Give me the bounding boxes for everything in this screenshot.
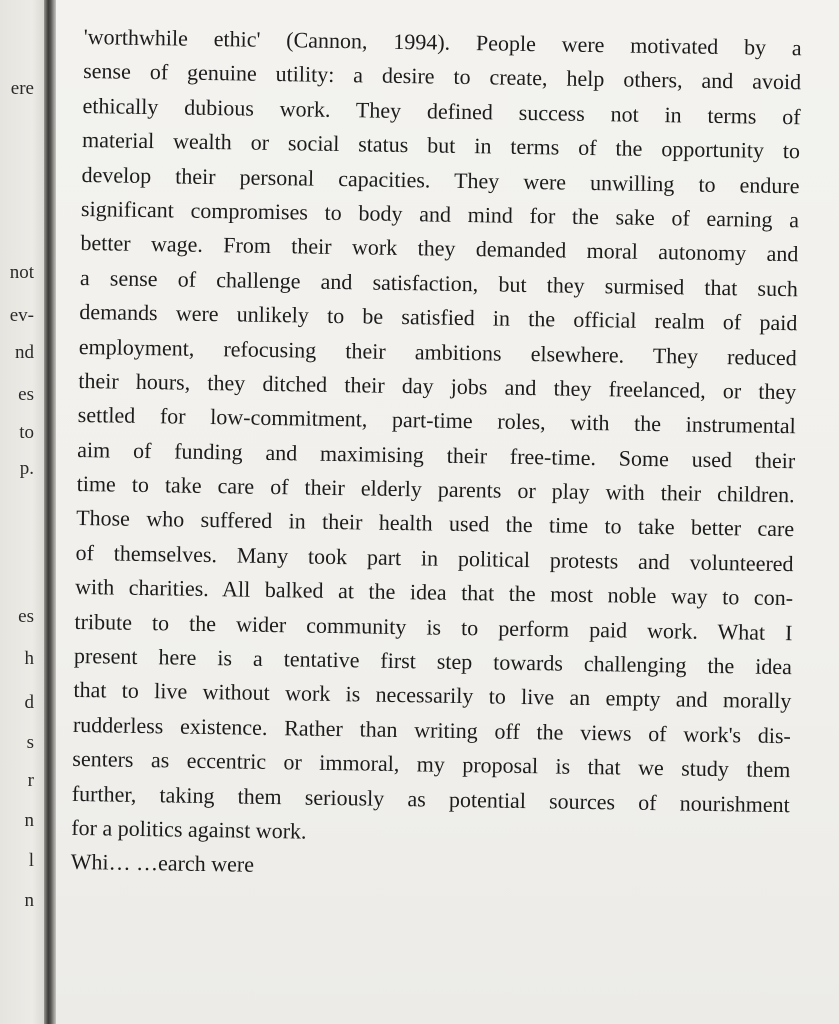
text-line: present here is a tentative first step towards challenging the idea [73,642,793,680]
text-line: 'worthwhile ethic' (Cannon, 1994). People were motivated by a [83,23,802,61]
text-line: employment, refocusing their ambitions elsewhere. They reduced [78,333,797,370]
left-page-fragment: l [28,850,34,871]
left-page-fragment: d [24,692,34,713]
text-line: demands were unlikely to be satisfied in the official realm of paid [79,299,798,336]
text-line: with charities. All balked at the idea that the most noble way to con- [74,574,794,611]
text-line: better wage. From their work they demanded moral autonomy and [80,230,799,267]
text-line: of themselves. Many took part in political protests and volunteered [75,539,794,577]
text-line: time to take care of their elderly parents or play with their children. [76,471,795,508]
left-page-fragment: h [24,648,34,669]
text-line-paragraph-end: for a politics against work. [71,814,307,844]
text-line: further, taking them seriously as potential sources of nourishment [71,780,790,817]
text-line: tribute to the wider community is to perform paid work. What I [74,608,793,645]
text-line-cutoff: Whi… …earch were [70,849,255,878]
left-page-fragment: not [9,262,34,283]
body-text [70,20,801,891]
text-line: their hours, they ditched their day jobs and they freelanced, or they [78,367,797,405]
left-page-fragment: r [27,770,34,791]
left-page-fragment: ere [10,78,34,99]
text-line: significant compromises to body and mind for the sake of earning a [80,195,800,233]
text-line: ethically dubious work. They defined success not in terms of [82,92,801,130]
left-page-fragment: n [24,810,34,831]
text-line: material wealth or social status but in terms of the opportunity to [81,127,801,164]
right-page [56,0,839,1024]
text-line: sense of genuine utility: a desire to create, help others, and avoid [83,58,802,95]
left-page-fragment: ev- [9,305,34,326]
left-page-fragment: es [18,384,34,405]
left-page-fragment: n [24,890,34,911]
left-page-fragment: to [19,422,34,443]
text-line: settled for low-commitment, part-time roles, with the instrumental [77,402,796,439]
text-line: senters as eccentric or immoral, my proposal is that we study them [72,746,791,783]
left-page-fragment: p. [19,458,34,479]
book-spine [44,0,56,1024]
text-line: a sense of challenge and satisfaction, but they surmised that such [79,264,799,301]
text-line: develop their personal capacities. They were unwilling to endure [81,161,800,198]
left-page-fragment: es [18,606,34,627]
text-line: aim of funding and maximising their free-time. Some used their [77,436,796,473]
left-page-fragment: s [26,732,34,753]
text-line: rudderless existence. Rather than writing off the views of work's dis- [72,711,792,749]
left-page [0,0,46,1024]
text-line: that to live without work is necessarily to live an empty and morally [73,677,792,714]
left-page-fragment: nd [15,342,34,363]
text-line: Those who suffered in their health used the time to take better care [75,505,795,542]
